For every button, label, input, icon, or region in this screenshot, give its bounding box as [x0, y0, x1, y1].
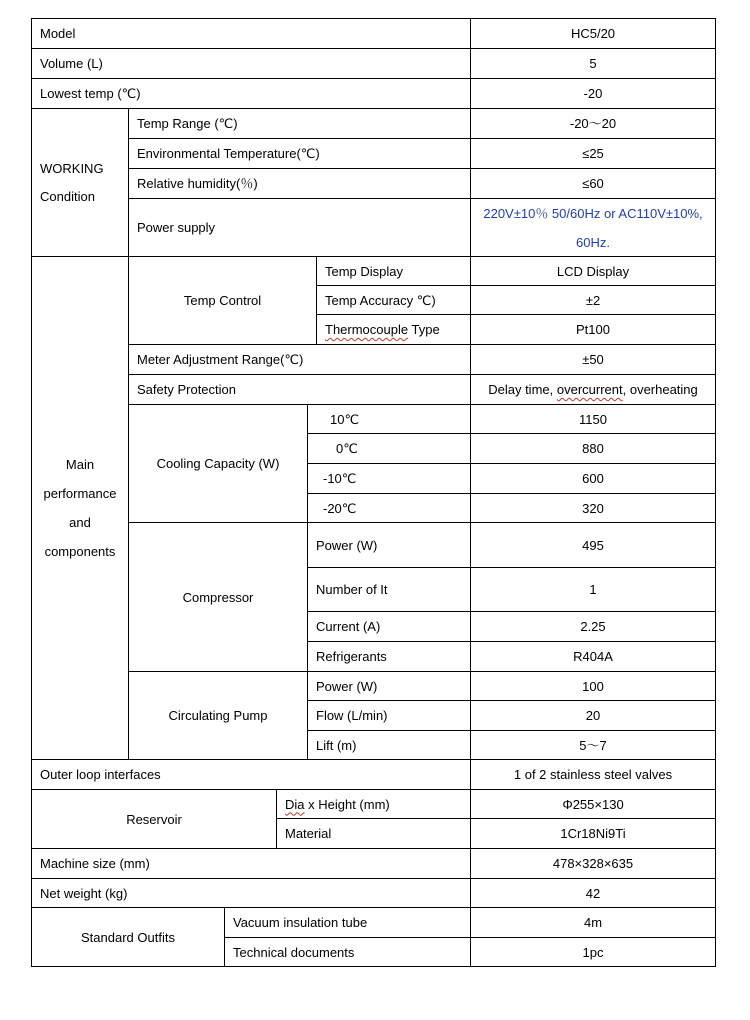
humidity-label: Relative humidity(％): [137, 176, 258, 191]
machine-size-label: Machine size (mm): [40, 856, 150, 871]
cooling-capacity-label: Cooling Capacity (W): [156, 456, 280, 471]
technical-docs-label: Technical documents: [233, 944, 355, 960]
reservoir-dia-label: Dia x Height (mm): [285, 796, 390, 812]
cooling-temp: 10℃: [330, 411, 360, 427]
temp-display-value: LCD Display: [556, 263, 630, 279]
lowest-temp-label: Lowest temp (℃): [40, 86, 141, 101]
temp-display-label: Temp Display: [325, 263, 404, 279]
meter-range-label: Meter Adjustment Range(℃): [137, 352, 304, 367]
machine-size-value: 478×328×635: [552, 856, 634, 871]
cooling-value: 880: [582, 441, 604, 456]
cooling-value: 1150: [579, 411, 607, 427]
refrigerants-value: R404A: [573, 649, 613, 664]
reservoir-label: Reservoir: [126, 811, 182, 827]
reservoir-dia-value: Φ255×130: [562, 796, 624, 812]
lowest-temp-value: -20: [583, 86, 603, 101]
volume-value: 5: [589, 56, 597, 71]
pump-power-label: Power (W): [316, 678, 378, 694]
safety-value: Delay time, overcurrent , overheating: [488, 382, 698, 397]
pump-flow-label: Flow (L/min): [316, 708, 388, 723]
compressor-label: Compressor: [182, 589, 254, 605]
main-performance-group-label: Main performance and components: [43, 457, 117, 559]
compressor-power-value: 495: [582, 537, 604, 553]
pump-power-value: 100: [582, 678, 604, 694]
temp-range-value: -20～20: [569, 116, 617, 131]
humidity-value: ≤60: [582, 176, 604, 191]
model-label: Model: [40, 26, 76, 41]
cooling-value: 320: [582, 500, 604, 516]
vacuum-tube-label: Vacuum insulation tube: [233, 915, 368, 930]
thermocouple-value: Pt100: [576, 322, 610, 337]
env-temp-value: ≤25: [582, 146, 604, 161]
model-value: HC5/20: [570, 26, 616, 41]
standard-outfits-label: Standard Outfits: [81, 929, 175, 945]
cooling-temp: 0℃: [336, 441, 358, 456]
compressor-current-label: Current (A): [316, 619, 381, 634]
volume-label: Volume (L): [40, 56, 103, 71]
reservoir-material-label: Material: [285, 826, 332, 841]
compressor-number-label: Number of It: [316, 582, 388, 597]
temp-accuracy-label: Temp Accuracy ℃): [325, 292, 436, 308]
cooling-temp: -20℃: [323, 500, 357, 516]
outer-loop-value: 1 of 2 stainless steel valves: [513, 767, 673, 782]
pump-lift-label: Lift (m): [316, 737, 357, 753]
power-supply-label: Power supply: [137, 220, 216, 235]
pump-lift-value: 5～7: [579, 737, 607, 753]
technical-docs-value: 1pc: [582, 944, 604, 960]
compressor-number-value: 1: [589, 582, 597, 597]
meter-range-value: ±50: [582, 352, 604, 367]
compressor-power-label: Power (W): [316, 537, 378, 553]
refrigerants-label: Refrigerants: [316, 649, 387, 664]
vacuum-tube-value: 4m: [583, 915, 603, 930]
outer-loop-label: Outer loop interfaces: [40, 767, 161, 782]
circulating-pump-label: Circulating Pump: [168, 708, 268, 723]
net-weight-value: 42: [585, 885, 601, 901]
safety-label: Safety Protection: [137, 382, 236, 397]
pump-flow-value: 20: [585, 708, 601, 723]
temp-range-label: Temp Range (℃): [137, 116, 238, 131]
cooling-temp: -10℃: [323, 471, 357, 486]
temp-control-label: Temp Control: [183, 293, 262, 308]
net-weight-label: Net weight (kg): [40, 885, 128, 901]
thermocouple-label: Thermocouple Type: [325, 322, 440, 337]
working-condition-group-label: WORKING Condition: [40, 160, 104, 204]
power-supply-value: 220V±10％ 50/60Hz or AC110V±10%, 60Hz.: [483, 205, 703, 250]
temp-accuracy-value: ±2: [585, 292, 601, 308]
compressor-current-value: 2.25: [580, 619, 606, 634]
env-temp-label: Environmental Temperature(℃): [137, 146, 320, 161]
cooling-value: 600: [582, 471, 604, 486]
reservoir-material-value: 1Cr18Ni9Ti: [560, 826, 626, 841]
